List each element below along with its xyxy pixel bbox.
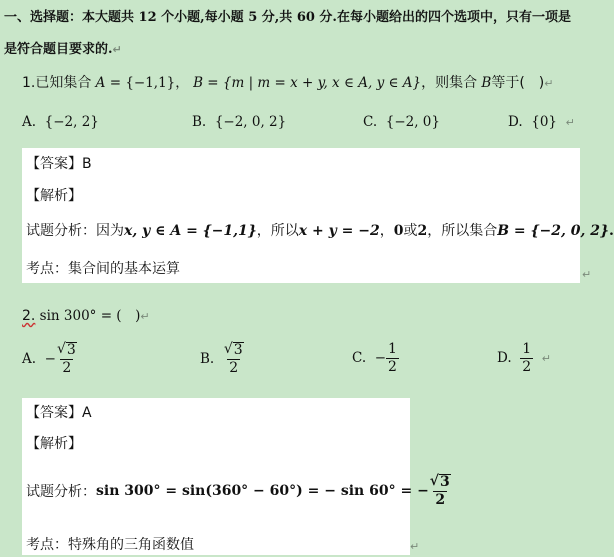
option-sign: − [374, 350, 387, 367]
option-label: D. [508, 114, 523, 130]
option-sign: − [44, 350, 56, 367]
paragraph-mark: ↵ [112, 43, 122, 56]
q2-analysis-label: 【解析】 [26, 436, 82, 452]
analysis-text: ，所以集合 [427, 223, 498, 239]
analysis-math: x + y = −2 [298, 223, 380, 239]
numerator: 1 [388, 341, 397, 357]
denominator: 2 [388, 358, 397, 375]
option-label: C. [352, 350, 367, 367]
stem-text: 等于( ) [491, 75, 545, 91]
question-number: 1. [22, 75, 36, 91]
analysis-text: 试题分析：因为 [26, 223, 124, 239]
q1-option-a [22, 114, 99, 130]
q2-answer [26, 402, 92, 422]
paragraph-mark: ↵ [541, 351, 551, 365]
option-label: B. [200, 350, 215, 367]
q1-analysis-label: 【解析】 [26, 188, 82, 204]
q2-kaodian: 考点：特殊角的三角函数值 [26, 537, 194, 553]
sqrt: √ 3 [223, 341, 243, 358]
stem-text: ，则集合 [421, 75, 478, 91]
analysis-math: sin 300° = sin(360° − 60°) = − sin 60° = − [96, 482, 429, 499]
option-value: {0} [531, 114, 558, 130]
analysis-math: B = {−2, 0, 2} [497, 223, 609, 239]
option-label: C. [363, 114, 378, 130]
denominator: 2 [62, 359, 72, 376]
section-heading-text: 一、选择题：本大题共 12 个小题,每小题 5 分,共 60 分.在每小题给出的四个选项中，只有一项 [4, 10, 558, 25]
section-heading-tail: 是 [557, 10, 571, 25]
option-value: {−2, 0, 2} [214, 114, 287, 130]
q1-option-c [363, 114, 440, 130]
fraction [429, 474, 452, 507]
q2-analysis [26, 474, 452, 507]
analysis-text: 试题分析： [26, 483, 96, 500]
fraction [386, 342, 399, 374]
q1-analysis [26, 220, 614, 240]
q2-option-d [497, 342, 551, 374]
fraction [520, 342, 533, 374]
analysis-math: 0 [393, 223, 404, 239]
q1-answer [26, 153, 92, 173]
set-b-name: B [193, 75, 203, 91]
question-number: 2. [22, 308, 36, 324]
q1-option-b [192, 114, 286, 130]
analysis-text: . [608, 223, 614, 239]
denominator: 2 [435, 491, 446, 508]
q2-option-c [352, 342, 399, 374]
paragraph-mark: ↵ [410, 540, 420, 553]
q2-option-a [22, 342, 78, 375]
paragraph-mark: ↵ [565, 116, 575, 129]
answer-value: B [82, 156, 92, 172]
analysis-text: 或 [403, 223, 418, 239]
q2-answer-panel [22, 398, 450, 555]
set-b-ref: B [481, 75, 492, 91]
section-heading-line1 [4, 6, 571, 25]
question-2-stem [22, 304, 150, 324]
q1-kaodian: 考点：集合间的基本运算 [26, 261, 180, 277]
paragraph-mark: ↵ [140, 310, 150, 323]
option-label: B. [192, 114, 207, 130]
fraction [223, 342, 245, 375]
q1-answer-panel [22, 148, 614, 283]
analysis-math: 2 [417, 223, 428, 239]
option-label: A. [22, 350, 37, 367]
section-heading-line2 [4, 38, 122, 57]
radicand: 3 [66, 342, 76, 358]
radicand: 3 [440, 474, 450, 490]
answer-label: 【答案】 [26, 156, 82, 172]
section-heading-text2: 是符合题目要求的. [4, 42, 113, 57]
q1-option-d [508, 114, 575, 130]
paragraph-mark: ↵ [544, 77, 554, 90]
option-value: {−2, 0} [385, 114, 440, 130]
sqrt: √ 3 [56, 341, 76, 358]
question-1-stem: 1.已知集合 A = {−1,1}， B = {m | m = x + y, x ∈ A, y ∈ A}，则集合 B等于( )↵ [22, 75, 554, 91]
set-b-value: {m | m = x + y, x ∈ A, y ∈ A} [222, 75, 422, 91]
fraction [56, 342, 78, 375]
denominator: 2 [229, 359, 239, 376]
option-label: A. [22, 114, 37, 130]
answer-value: A [82, 405, 92, 421]
analysis-math: x, y ∈ A = {−1,1} [124, 223, 257, 239]
set-a-value: {−1,1} [125, 75, 176, 91]
option-label: D. [497, 350, 512, 367]
denominator: 2 [522, 358, 532, 375]
stem-text: 已知集合 [35, 75, 92, 91]
paragraph-mark: ↵ [582, 268, 592, 281]
stem-text: sin 300° = ( ) [39, 308, 141, 324]
numerator: 1 [522, 341, 532, 357]
sqrt: √ 3 [429, 473, 450, 490]
set-a-name: A [95, 75, 106, 91]
analysis-text: ， [379, 223, 394, 239]
option-value: {−2, 2} [44, 114, 99, 130]
answer-label: 【答案】 [26, 405, 82, 421]
radicand: 3 [233, 342, 243, 358]
q2-option-b [200, 342, 245, 375]
analysis-text: ，所以 [256, 223, 299, 239]
